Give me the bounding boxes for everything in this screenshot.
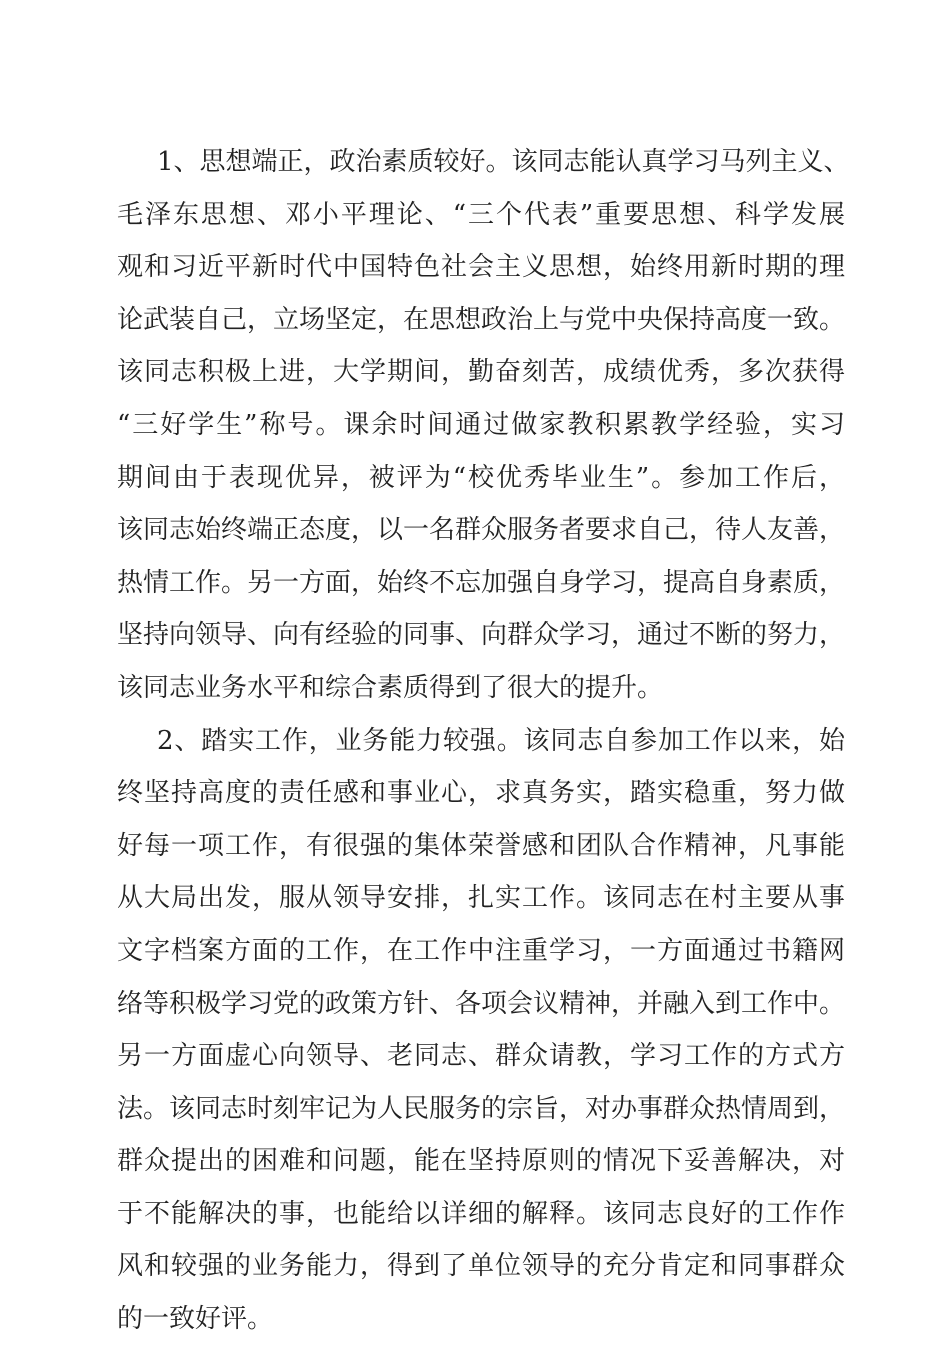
paragraph-line: 好每一项工作，有很强的集体荣誉感和团队合作精神，凡事能	[117, 830, 845, 861]
paragraph-line: 终坚持高度的责任感和事业心，求真务实，踏实稳重，努力做	[117, 778, 845, 809]
paragraph-line: 2、踏实工作，业务能力较强。该同志自参加工作以来，始	[157, 725, 845, 756]
paragraph-line: 法。该同志时刻牢记为人民服务的宗旨，对办事群众热情周到，	[117, 1093, 846, 1124]
paragraph-line: “三好学生”称号。课余时间通过做家教积累教学经验，实习	[117, 409, 845, 440]
paragraph-line: 从大局出发，服从领导安排，扎实工作。该同志在村主要从事	[117, 883, 845, 914]
paragraph-line: 期间由于表现优异，被评为“校优秀毕业生”。参加工作后，	[117, 462, 845, 493]
paragraph-line: 文字档案方面的工作，在工作中注重学习，一方面通过书籍网	[117, 935, 845, 966]
paragraph-line: 观和习近平新时代中国特色社会主义思想，始终用新时期的理	[117, 252, 845, 283]
paragraph-line: 该同志积极上进，大学期间，勤奋刻苦，成绩优秀，多次获得	[117, 357, 845, 388]
paragraph-line: 另一方面虚心向领导、老同志、群众请教，学习工作的方式方	[117, 1041, 845, 1072]
paragraph-line: 热情工作。另一方面，始终不忘加强自身学习，提高自身素质，	[117, 567, 846, 598]
document-body	[117, 136, 850, 1346]
paragraph-line: 1、思想端正，政治素质较好。该同志能认真学习马列主义、	[157, 147, 850, 177]
paragraph-line: 坚持向领导、向有经验的同事、向群众学习，通过不断的努力，	[117, 620, 846, 651]
paragraph-work	[117, 715, 845, 1346]
paragraph-line: 群众提出的困难和问题，能在坚持原则的情况下妥善解决，对	[117, 1146, 845, 1177]
paragraph-line: 风和较强的业务能力，得到了单位领导的充分肯定和同事群众	[117, 1251, 845, 1282]
paragraph-line: 络等积极学习党的政策方针、各项会议精神，并融入到工作中。	[117, 988, 846, 1019]
paragraph-line: 论武装自己，立场坚定，在思想政治上与党中央保持高度一致。	[117, 304, 846, 335]
paragraph-line: 于不能解决的事，也能给以详细的解释。该同志良好的工作作	[117, 1198, 845, 1229]
paragraph-ideology	[117, 136, 850, 715]
paragraph-line: 的一致好评。	[117, 1304, 274, 1335]
paragraph-line: 该同志业务水平和综合素质得到了很大的提升。	[117, 672, 664, 703]
paragraph-line: 该同志始终端正态度，以一名群众服务者要求自己，待人友善，	[117, 515, 846, 546]
paragraph-line: 毛泽东思想、邓小平理论、“三个代表”重要思想、科学发展	[117, 199, 845, 230]
